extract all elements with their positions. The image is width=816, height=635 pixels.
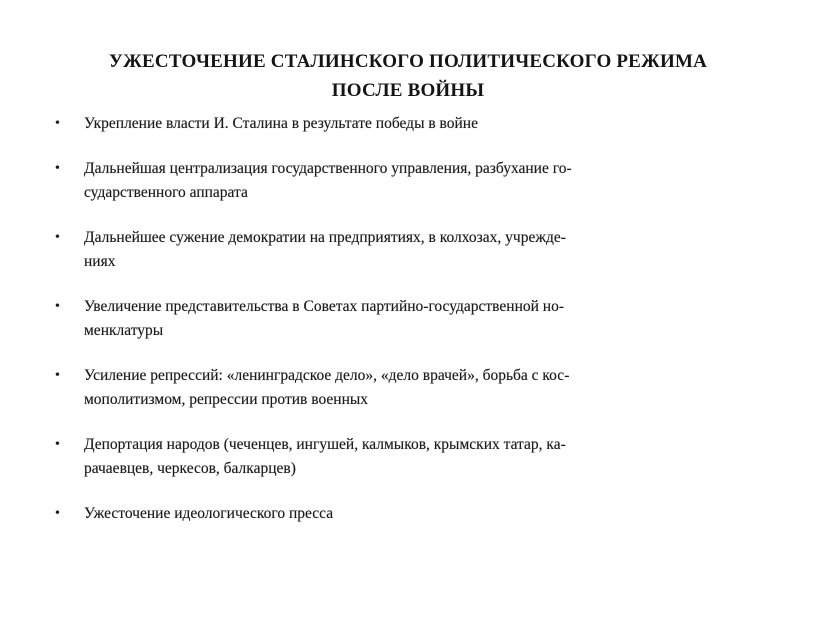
list-item [55, 502, 775, 526]
list-item-text: сударственного аппарата [84, 184, 248, 201]
list-item-text: менклатуры [84, 322, 164, 339]
list-item [55, 112, 775, 136]
bullet-icon: • [55, 230, 60, 245]
bullet-icon: • [55, 506, 60, 521]
list-item-text: ниях [84, 253, 116, 270]
title-line: УЖЕСТОЧЕНИЕ СТАЛИНСКОГО ПОЛИТИЧЕСКОГО РЕЖИМА [108, 51, 708, 72]
bullet-icon: • [55, 437, 60, 452]
bullet-list [55, 112, 775, 547]
list-item [55, 433, 775, 481]
list-item-text: рачаевцев, черкесов, балкарцев) [84, 460, 296, 477]
bullet-icon: • [55, 161, 60, 176]
title-line: ПОСЛЕ ВОЙНЫ [331, 80, 485, 101]
list-item [55, 364, 775, 412]
list-item-text: Укрепление власти И. Сталина в результате победы в войне [84, 115, 478, 132]
list-item-text: Дальнейшая централизация государственного управления, разбухание го- [84, 160, 572, 177]
bullet-icon: • [55, 116, 60, 131]
list-item [55, 226, 775, 274]
list-item-text: Дальнейшее сужение демократии на предприятиях, в колхозах, учрежде- [84, 229, 566, 246]
document-title [40, 47, 776, 105]
bullet-icon: • [55, 299, 60, 314]
bullet-icon: • [55, 368, 60, 383]
list-item-text: Депортация народов (чеченцев, ингушей, калмыков, крымских татар, ка- [84, 436, 566, 453]
list-item-text: Увеличение представительства в Советах партийно-государственной но- [84, 298, 565, 315]
list-item [55, 295, 775, 343]
list-item-text: Ужесточение идеологического пресса [84, 505, 334, 522]
list-item-text: Усиление репрессий: «ленинградское дело», «дело врачей», борьба с кос- [84, 367, 570, 384]
list-item [55, 157, 775, 205]
list-item-text: мополитизмом, репрессии против военных [84, 391, 369, 408]
